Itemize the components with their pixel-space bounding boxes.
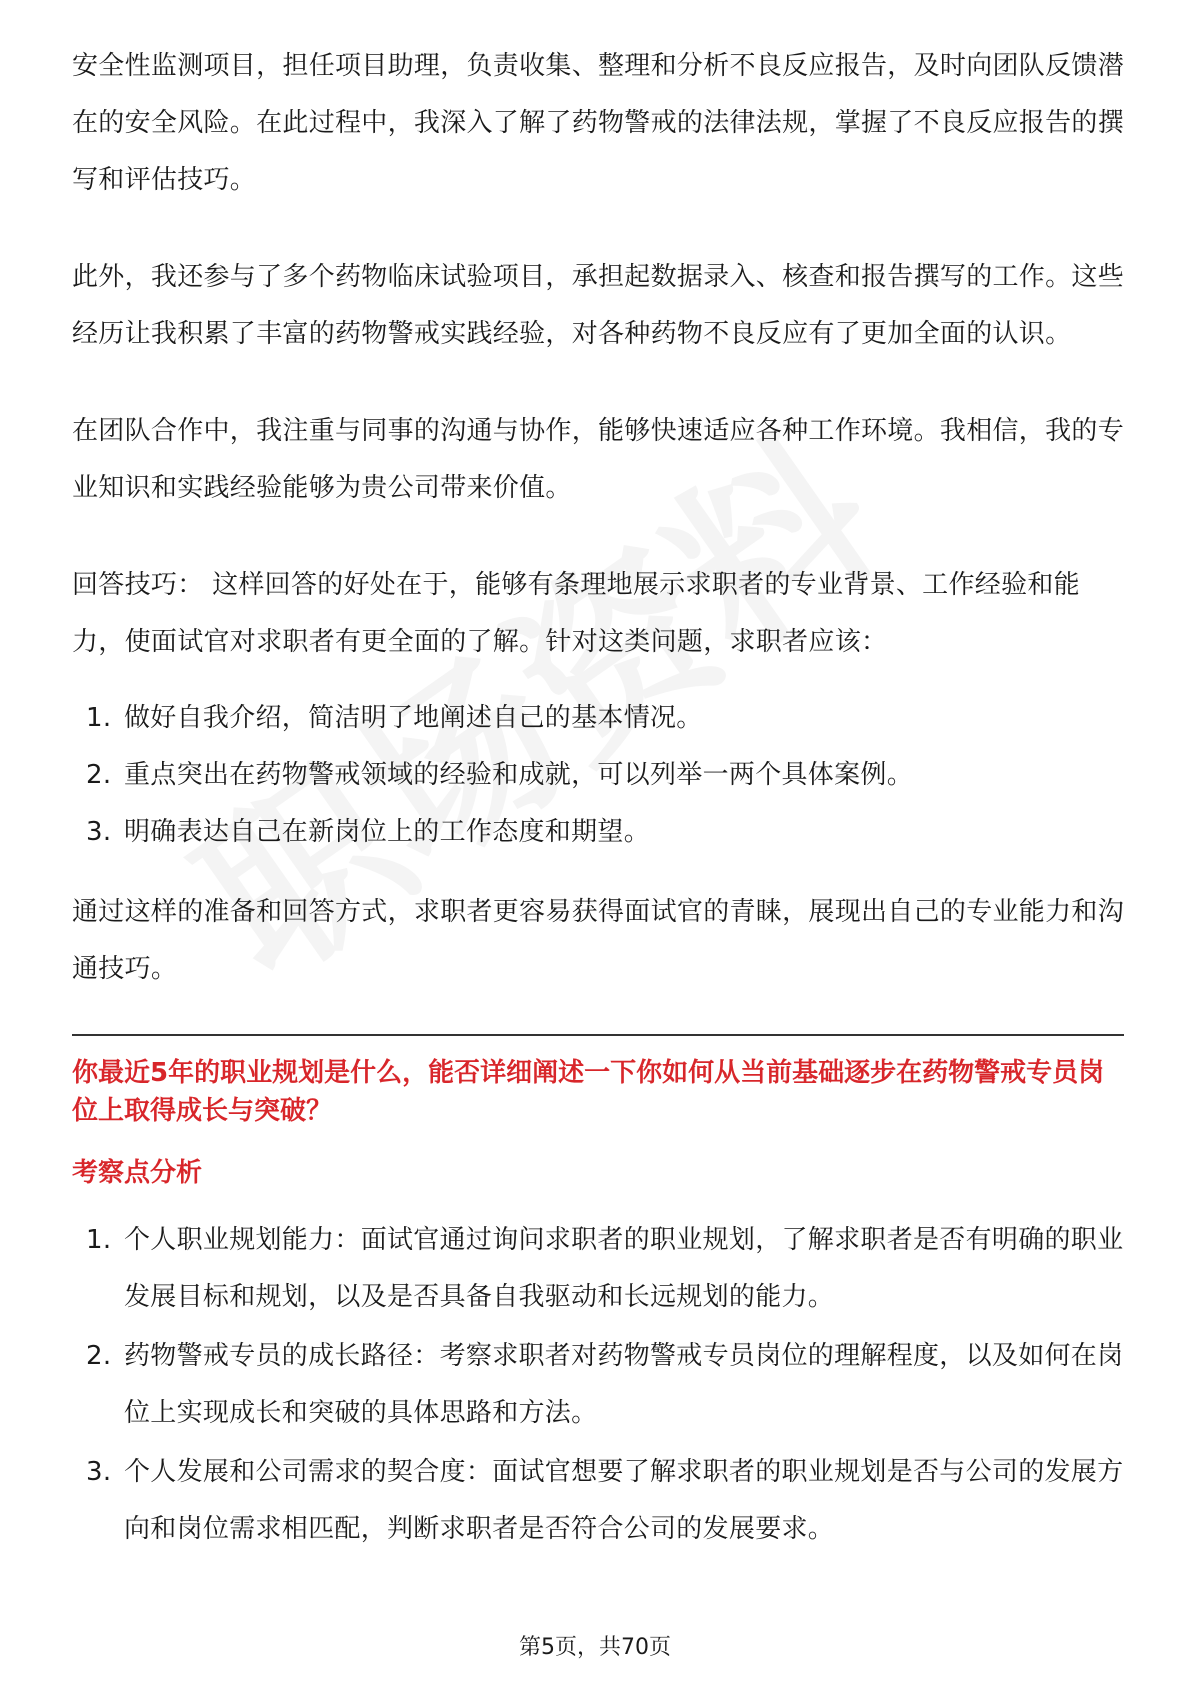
page-content bbox=[72, 38, 1124, 1558]
list-number: 2. bbox=[86, 760, 112, 790]
paragraph: 在团队合作中，我注重与同事的沟通与协作，能够快速适应各种工作环境。我相信，我的专业知识和实践经验能够为贵公司带来价值。 bbox=[72, 416, 1125, 503]
list-item bbox=[72, 748, 1124, 803]
list-item bbox=[72, 1444, 1124, 1558]
list-item bbox=[72, 805, 1124, 860]
list-number: 3. bbox=[86, 1457, 112, 1487]
tips-list bbox=[72, 691, 1124, 860]
analysis-list bbox=[72, 1212, 1124, 1558]
closing-paragraph: 通过这样的准备和回答方式，求职者更容易获得面试官的青睐，展现出自己的专业能力和沟通技巧。 bbox=[72, 897, 1125, 984]
list-text: 个人发展和公司需求的契合度：面试官想要了解求职者的职业规划是否与公司的发展方向和岗位需求相匹配，判断求职者是否符合公司的发展要求。 bbox=[124, 1457, 1124, 1544]
question-heading: 你最近5年的职业规划是什么，能否详细阐述一下你如何从当前基础逐步在药物警戒专员岗位上取得成长与突破？ bbox=[72, 1058, 1105, 1126]
list-number: 2. bbox=[86, 1341, 112, 1371]
list-item bbox=[72, 1212, 1124, 1326]
list-number: 1. bbox=[86, 703, 112, 733]
answer-tips-paragraph: 回答技巧： 这样回答的好处在于，能够有条理地展示求职者的专业背景、工作经验和能力，使面试官对求职者有更全面的了解。针对这类问题，求职者应该： bbox=[72, 570, 1080, 657]
section-title: 考察点分析 bbox=[72, 1158, 203, 1188]
list-item bbox=[72, 1328, 1124, 1442]
paragraph: 此外，我还参与了多个药物临床试验项目，承担起数据录入、核查和报告撰写的工作。这些经历让我积累了丰富的药物警戒实践经验，对各种药物不良反应有了更加全面的认识。 bbox=[72, 262, 1125, 349]
list-text: 个人职业规划能力：面试官通过询问求职者的职业规划，了解求职者是否有明确的职业发展目标和规划，以及是否具备自我驱动和长远规划的能力。 bbox=[124, 1225, 1124, 1312]
list-number: 3. bbox=[86, 817, 112, 847]
list-text: 药物警戒专员的成长路径：考察求职者对药物警戒专员岗位的理解程度，以及如何在岗位上实现成长和突破的具体思路和方法。 bbox=[124, 1341, 1124, 1428]
list-text: 明确表达自己在新岗位上的工作态度和期望。 bbox=[124, 817, 651, 847]
list-text: 重点突出在药物警戒领域的经验和成就，可以列举一两个具体案例。 bbox=[124, 760, 914, 790]
list-text: 做好自我介绍，简洁明了地阐述自己的基本情况。 bbox=[124, 703, 703, 733]
list-item bbox=[72, 691, 1124, 746]
paragraph: 安全性监测项目，担任项目助理，负责收集、整理和分析不良反应报告，及时向团队反馈潜在的安全风险。在此过程中，我深入了解了药物警戒的法律法规，掌握了不良反应报告的撰写和评估技巧。 bbox=[72, 51, 1125, 195]
divider bbox=[72, 1034, 1124, 1036]
list-number: 1. bbox=[86, 1225, 112, 1255]
page-footer: 第5页，共70页 bbox=[519, 1635, 671, 1660]
